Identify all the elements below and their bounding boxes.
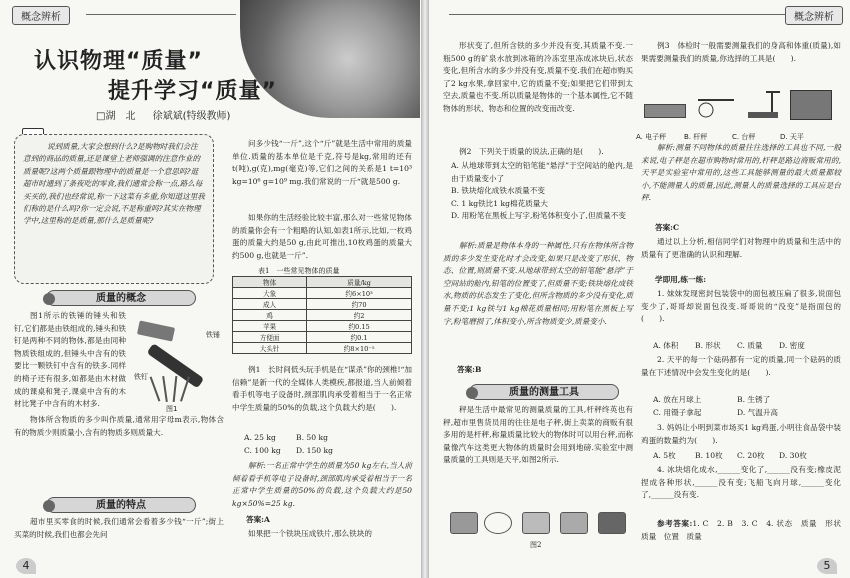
weighbridge-icon xyxy=(598,512,626,534)
property-paragraph: 形状变了,但所含铁的多少并没有变,其质量不变.一瓶500 g的矿泉水放到冰箱的冷冻室里冻成冰块后,状态变化,但所含水的多少并没有变,质量不变.我们在超市购买了2 kg水果,拿回家中,它的质量不变;如果把它们带到太空去,质量也不变.所以质量是物体的一个基本属性,它不随物体的形状、物态和位置的改变而改变. xyxy=(443,41,633,113)
question-2: 2. 天平的每一个砝码都有一定的质量,同一个砝码的质量在下述情况中会发生变化的是( ). xyxy=(641,355,841,377)
byline xyxy=(96,107,230,122)
header-rule xyxy=(449,14,789,15)
example3-question: 例3 体检时一般需要测量我们的身高和体重(质量),如果需要测量我们的质量,你选择的工具是( ). xyxy=(641,41,841,63)
fig1-caption: 图1 xyxy=(166,405,178,413)
figure-2 xyxy=(448,508,632,542)
platform-scale-icon xyxy=(522,512,550,534)
question-1: 1. 妹妹发现密封包装袋中的面包被压扁了很多,说面包变少了,哥哥却说面包没变.哥哥说的“没变”是指面包的( ). xyxy=(641,289,841,324)
units-paragraph: 问多少钱“一斤”,这个“斤”就是生活中常用的质量单位.质量的基本单位是千克,符号是kg,常用的还有t(吨),g(克),mg(毫克)等,它们之间的关系是1 t=10³ kg=10⁶ g=10⁹ mg.我们常说的一斤“就是500 g. xyxy=(232,139,412,186)
header-rule xyxy=(86,14,236,15)
example1-choices: A. 25 kg B. 50 kg C. 100 kg D. 150 kg xyxy=(244,433,334,455)
article-title-line2: 提升学习“质量” xyxy=(108,79,277,104)
section2-body: 超市里买零食的时候,我们通常会看着多少钱“一斤”;街上买菜的时候,我们也都会先问 xyxy=(14,517,224,539)
table-row: 方便面 约0.1 xyxy=(233,332,412,343)
example3-analysis: 解析:测量不同物体的质量往往选择的工具也不同,一般来说,电子秤是在超市购物时常用的,杆秤是路边商贩常用的,天平是实验室中常用的,这些工具能够测量的最大质量都较小,不能测量人的质量,因此,测量人的质量选择的工具应是台秤. xyxy=(641,143,841,203)
question-4: 4. 冰块熔化成水,______变化了,______没有变;橡皮泥捏成各种形状,______没有变;飞船飞向月球,______变化了,______没有变. xyxy=(641,465,841,500)
section-bullet-icon xyxy=(466,387,478,399)
balance-icon xyxy=(790,90,832,120)
page-number: 4 xyxy=(16,558,36,574)
table-row: 大头针 约8×10⁻⁵ xyxy=(233,343,412,354)
hammer-icon xyxy=(137,320,175,341)
question-3-choices: A. 5枚 B. 10枚 C. 20枚 D. 30枚 xyxy=(653,451,807,460)
column-tail: 如果把一个铁块压成铁片,那么铁块的 xyxy=(248,529,372,538)
electronic-scale-icon xyxy=(644,104,686,118)
answers-text: 1. C 2. B 3. C 4. 状态 质量 形状 质量 位置 质量 xyxy=(641,519,849,541)
left-page xyxy=(0,0,421,578)
steelyard-icon xyxy=(484,512,512,534)
section-bullet-icon xyxy=(43,500,55,512)
table-caption: 表1 一些常见物体的质量 xyxy=(258,267,340,275)
table-header: 质量/kg xyxy=(307,277,412,288)
byline-location: □湖 北 xyxy=(96,111,136,122)
header-tag: 概念辨析 xyxy=(785,6,843,25)
question-1-choices: A. 体积 B. 形状 C. 质量 D. 密度 xyxy=(653,341,805,350)
header-tag: 概念辨析 xyxy=(12,6,70,25)
question-2-choices: A. 放在月球上 B. 生锈了 C. 用镊子拿起 D. 气温升高 xyxy=(653,395,779,417)
platform-scale-icon xyxy=(742,90,784,120)
practice-title: 学即用,练一练: xyxy=(655,275,707,284)
article-title-line1: 认识物理“质量” xyxy=(34,49,203,74)
example1-analysis: 解析:一名正常中学生的质量为50 kg左右,当人前倾着看手机等电子设备时,颈部肌肉承受着相当于一名正常中学生质量的50%的负载,这个负载大约是50 kg×50%=25 kg. xyxy=(232,461,412,508)
section-title-characteristics: 质量的特点 xyxy=(46,497,196,513)
section1-body: 图1所示的铁锤的锤头和铁钉,它们都是由铁组成的,锤头和铁钉是两种不同的物体,都是由同种物质铁组成的,但锤头中含有的铁要比一颗铁钉中含有的铁多.同样的椅子还有很多,如都是由木材做成的课桌和凳子,课桌中含有的木材比凳子中含有的木材多. xyxy=(14,311,126,409)
section-title-tools: 质量的测量工具 xyxy=(469,384,619,400)
section-bullet-icon xyxy=(43,293,55,305)
example1-answer: 答案:A xyxy=(246,515,270,524)
question-3: 3. 妈妈让小明到菜市场买1 kg鸡蛋,小明往食品袋中装鸡蛋的数量约为( ). xyxy=(641,423,841,445)
table-row: 鸡 约2 xyxy=(233,310,412,321)
fig2-caption: 图2 xyxy=(530,541,542,549)
section-title-concept: 质量的概念 xyxy=(46,290,196,306)
mass-table xyxy=(232,276,412,354)
example1-question: 例1 长时间低头玩手机是在“谋杀”你的颈椎!“加信赖”是新一代的全媒体人类模疾,都报道,当人前倾着看手机等电子设备时,颈部肌肉承受着相当于一名正常中学生质量的50%的负载,这个负载大约是( ). xyxy=(232,365,412,412)
section3-body: 秤是生活中最常见的测量质量的工具,杆秤终英也有秤,超市里售货员用的往往是电子秤,街上卖菜的商贩有很多用的是杆秤,称量质量比较大的物体时可以用台秤,而称量像汽车这类更大物体的质量时会用到地磅.实验室中测量质量的工具则是天平,如图2所示. xyxy=(443,405,633,465)
page-number: 5 xyxy=(817,558,837,574)
intro-box: 说到质量,大家会想到什么?是购物时我们会注意到的商品的质量,还是课堂上老师强调的注意作业的质量呢?这两个质量跟物理中的质量是一个意思吗?逛超市时通到了条夜吃的零食,我们通常会称一点,路么每买买的,我们也经常说,称一下这菜有多重,你知道这里我们称的是什么吗?你一定会说,不是称重吗?其实在物理学中,这里称的是质量,那什么是质量呢? xyxy=(14,134,214,284)
figure-1 xyxy=(130,316,222,412)
example3-figure xyxy=(640,90,840,134)
example2-answer: 答案:B xyxy=(457,365,482,374)
fig1-label-nails: 铁钉 xyxy=(134,373,148,381)
steelyard-icon xyxy=(694,90,736,120)
section1-body-2: 物体所含物质的多少叫作质量,通常用字母m表示,物体含有的物质少则质量小,含有的物质多则质量大. xyxy=(14,415,224,437)
byline-author: 徐斌斌(特级教师) xyxy=(152,111,231,122)
balance-icon xyxy=(560,512,588,534)
answers-title: 参考答案: xyxy=(657,519,693,528)
example2-question: 例2 下列关于质量的说法,正确的是( ). xyxy=(459,147,604,156)
nails-icon xyxy=(150,376,200,402)
table-row: 成人 约70 xyxy=(233,299,412,310)
answers xyxy=(641,518,849,546)
example3-labels: A. 电子秤 B. 杆秤 C. 台秤 D. 天平 xyxy=(636,133,804,141)
example3-answer: 答案:C xyxy=(655,223,680,232)
example2-analysis: 解析:质量是物体本身的一种属性,只有在物体所含物质的多少发生变化时才会改变,如果只是改变了形状、物态、位置,则质量不变.从地球带到太空的铅笔能“悬浮”于空间站的舱内,铅笔的位置变了,但质量不变;铁块熔化成铁水,物质的状态发生了变化,但所含物质的多少没有变化,质量不变;1 kg铁与1 kg棉花质量相同;用粉笔在黑板上写字,粉笔磨损了,体积变小,所含物质变少,质量变小. xyxy=(443,241,633,326)
common-mass-paragraph: 如果你的生活经验比较丰富,那么对一些常见物体的质量你会有一个粗略的认知,如表1所示,比如,一枚鸡蛋的质量大约是50 g,由此可推出,10枚鸡蛋的质量大约500 g,也就是一斤”. xyxy=(232,213,412,260)
example2-options: A. 从地球带到太空的铅笔能“悬浮”于空间站的舱内,是由于质量变小了 B. 铁块熔化成铁水质量不变 C. 1 kg铁比1 kg棉花质量大 D. 用粉笔在黑板上写字,粉笔体积变小了,但质量不变 xyxy=(451,161,633,221)
table-row: 苹果 约0.15 xyxy=(233,321,412,332)
table-row: 大象 约6×10³ xyxy=(233,288,412,299)
summary-paragraph: 通过以上分析,相信同学们对物理中的质量和生活中的质量有了更准确的认识和理解. xyxy=(641,237,841,259)
book-gutter xyxy=(421,0,429,578)
fig1-label-hammer: 铁锤 xyxy=(206,331,220,339)
electronic-scale-icon xyxy=(450,512,478,534)
right-page xyxy=(429,0,850,578)
table-header: 物体 xyxy=(233,277,307,288)
